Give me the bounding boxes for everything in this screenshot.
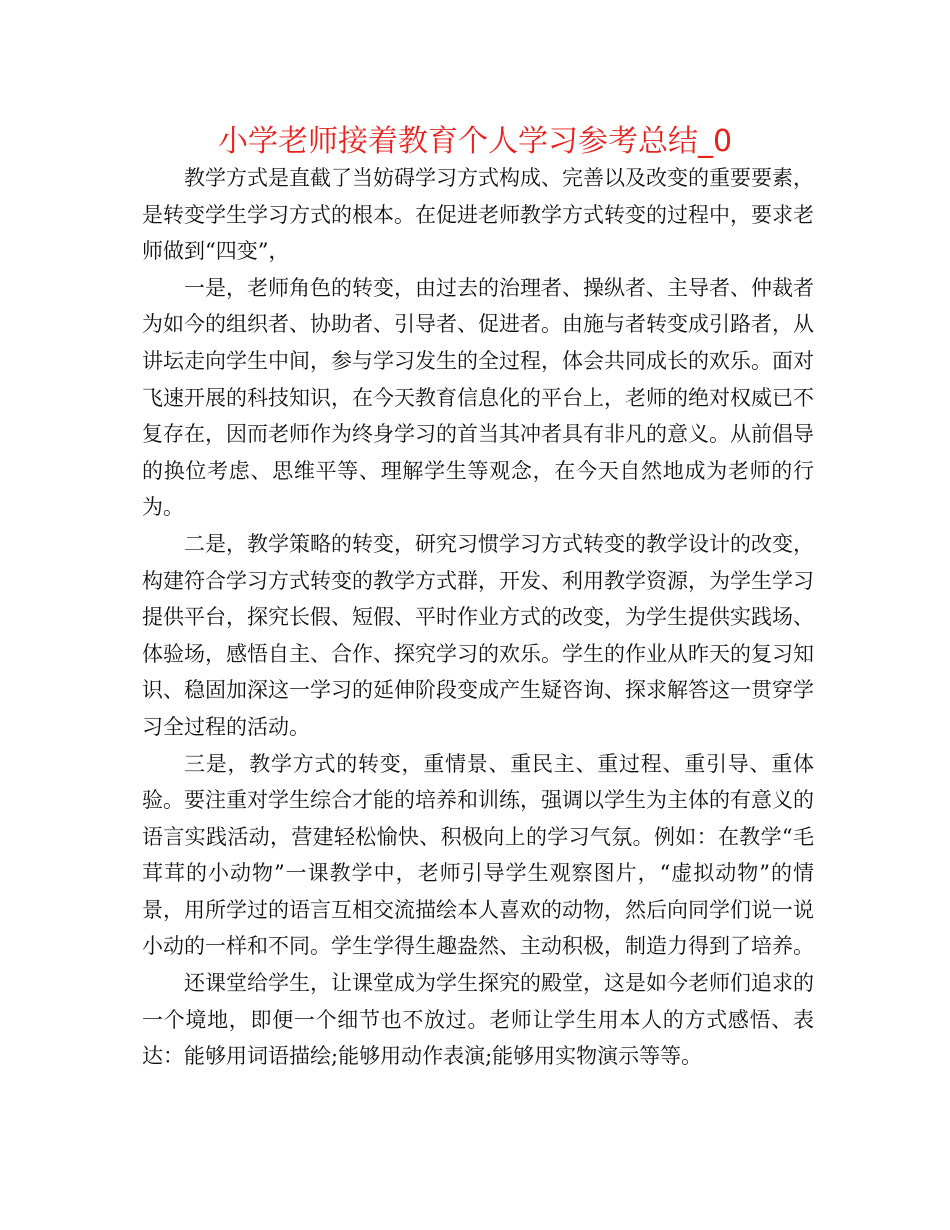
- document-body: [142, 160, 814, 1075]
- paragraph-teaching-strategy: 二是，教学策略的转变，研究习惯学习方式转变的教学设计的改变，构建符合学习方式转变的教学方式群，开发、利用教学资源，为学生学习提供平台，探究长假、短假、平时作业方式的改变，为学生提供实践场、体验场，感悟自主、合作、探究学习的欢乐。学生的作业从昨天的复习知识、稳固加深这一学习的延伸阶段变成产生疑咨询、探求解答这一贯穿学习全过程的活动。: [142, 531, 814, 739]
- paragraph-teacher-role: 一是，老师角色的转变，由过去的治理者、操纵者、主导者、仲裁者为如今的组织者、协助者、引导者、促进者。由施与者转变成引路者，从讲坛走向学生中间，参与学习发生的全过程，体会共同成长的欢乐。面对飞速开展的科技知识，在今天教育信息化的平台上，老师的绝对权威已不复存在，因而老师作为终身学习的首当其冲者具有非凡的意义。从前倡导的换位考虑、思维平等、理解学生等观念，在今天自然地成为老师的行为。: [142, 275, 814, 520]
- document-title: 小学老师接着教育个人学习参考总结_0: [217, 124, 733, 159]
- paragraph-intro: 教学方式是直截了当妨碍学习方式构成、完善以及改变的重要要素，是转变学生学习方式的根本。在促进老师教学方式转变的过程中，要求老师做到“四变”，: [142, 166, 814, 264]
- paragraph-teaching-method: 三是，教学方式的转变，重情景、重民主、重过程、重引导、重体验。要注重对学生综合才能的培养和训练，强调以学生为主体的有意义的语言实践活动，营建轻松愉快、积极向上的学习气氛。例如：在教学“毛茸茸的小动物”一课教学中，老师引导学生观察图片，“虚拟动物”的情景，用所学过的语言互相交流描绘本人喜欢的动物，然后向同学们说一说小动的一样和不同。学生学得生趣盎然、主动积极，制造力得到了培养。: [142, 751, 814, 959]
- paragraph-classroom: 还课堂给学生，让课堂成为学生探究的殿堂，这是如今老师们追求的一个境地，即便一个细节也不放过。老师让学生用本人的方式感悟、表达：能够用词语描绘;能够用动作表演;能够用实物演示等等。: [142, 971, 814, 1069]
